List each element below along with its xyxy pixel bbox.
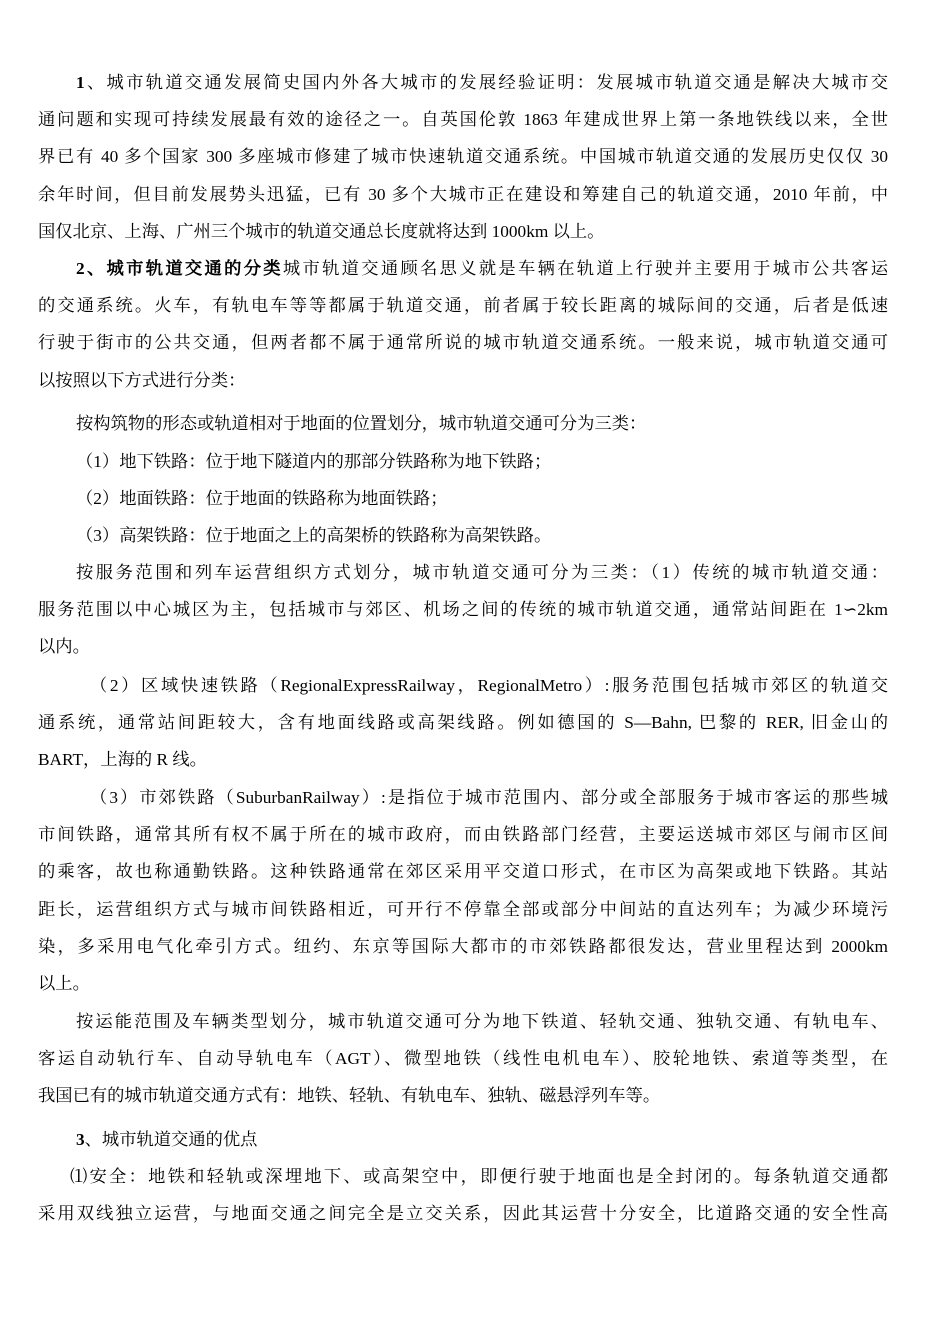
list-item xyxy=(38,443,888,480)
paragraph-regional-express xyxy=(38,667,888,779)
paragraph-line: 以内。 xyxy=(38,637,90,657)
paragraph-line: （2）区域快速铁路（RegionalExpressRailway，RegionalMetro）:服务范围包括城市郊区的轨道交 xyxy=(90,676,888,695)
paragraph-line: 服务范围以中心城区为主，包括城市与郊区、机场之间的传统的城市轨道交通，通常站间距在 1∽2km xyxy=(38,600,888,620)
section-heading: 2、城市轨道交通的分类 xyxy=(76,259,283,278)
paragraph-line: 余年时间，但目前发展势头迅猛，已有 30 多个大城市正在建设和筹建自己的轨道交通，2010 年前，中 xyxy=(38,184,888,204)
paragraph-line: 以按照以下方式进行分类： xyxy=(38,370,246,390)
section-number: 3 xyxy=(76,1130,85,1149)
paragraph-line: （2）地面铁路：位于地面的铁路称为地面铁路； xyxy=(76,489,448,508)
section-number: 1 xyxy=(76,73,85,92)
paragraph-line: 1、城市轨道交通发展简史国内外各大城市的发展经验证明：发展城市轨道交通是解决大城市交 xyxy=(76,73,888,92)
paragraph-line: ⑴安全：地铁和轻轨或深埋地下、或高架空中，即便行驶于地面也是全封闭的。每条轨道交通都 xyxy=(70,1167,888,1186)
paragraph-classification xyxy=(38,250,888,399)
paragraph-line: 的乘客，故也称通勤铁路。这种铁路通常在郊区采用平交道口形式，在市区为高架或地下铁路。其站 xyxy=(38,862,888,882)
paragraph-line: 通问题和实现可持续发展最有效的途径之一。自英国伦敦 1863 年建成世界上第一条地铁线以来，全世 xyxy=(38,110,888,130)
paragraph-line: 2、城市轨道交通的分类城市轨道交通顾名思义就是车辆在轨道上行驶并主要用于城市公共客运 xyxy=(76,259,888,278)
paragraph-line: 市间铁路，通常其所有权不属于所在的城市政府，而由铁路部门经营，主要运送城市郊区与闹市区间 xyxy=(38,825,888,845)
paragraph-line: 国仅北京、上海、广州三个城市的轨道交通总长度就将达到 1000km 以上。 xyxy=(38,221,605,241)
paragraph-line: 3、城市轨道交通的优点 xyxy=(76,1130,258,1149)
paragraph-line: 行驶于街市的公共交通，但两者都不属于通常所说的城市轨道交通系统。一般来说，城市轨道交通可 xyxy=(38,333,888,353)
paragraph-line: 按运能范围及车辆类型划分，城市轨道交通可分为地下铁道、轻轨交通、独轨交通、有轨电车、 xyxy=(76,1012,888,1031)
paragraph-line: 客运自动轨行车、自动导轨电车（AGT）、微型地铁（线性电机电车）、胶轮地铁、索道等类型，在 xyxy=(38,1049,888,1069)
paragraph-line: （1）地下铁路：位于地下隧道内的那部分铁路称为地下铁路； xyxy=(76,452,552,471)
paragraph-line: 通系统，通常站间距较大，含有地面线路或高架线路。例如德国的 S—Bahn, 巴黎的 RER, 旧金山的 xyxy=(38,713,888,733)
paragraph-position-intro xyxy=(38,405,888,442)
paragraph-line: 我国已有的城市轨道交通方式有：地铁、轻轨、有轨电车、独轨、磁悬浮列车等。 xyxy=(38,1086,661,1106)
paragraph-line: 按构筑物的形态或轨道相对于地面的位置划分，城市轨道交通可分为三类： xyxy=(76,414,647,433)
list-item xyxy=(38,480,888,517)
paragraph-line: 距长，运营组织方式与城市间铁路相近，可开行不停靠全部或部分中间站的直达列车；为减少环境污 xyxy=(38,899,888,919)
paragraph-line: （3）市郊铁路（SuburbanRailway）:是指位于城市范围内、部分或全部服务于城市客运的那些城 xyxy=(90,788,888,807)
list-item xyxy=(38,517,888,554)
paragraph-line: 采用双线独立运营，与地面交通之间完全是立交关系，因此其运营十分安全，比道路交通的安全性高 xyxy=(38,1204,888,1224)
paragraph-capacity-types xyxy=(38,1003,888,1115)
paragraph-service-scope xyxy=(38,554,888,666)
paragraph-line: 界已有 40 多个国家 300 多座城市修建了城市快速轨道交通系统。中国城市轨道交通的发展历史仅仅 30 xyxy=(38,147,888,167)
paragraph-line: 按服务范围和列车运营组织方式划分，城市轨道交通可分为三类：（1）传统的城市轨道交通： xyxy=(76,563,888,582)
section-advantages-heading xyxy=(38,1121,888,1158)
paragraph-safety xyxy=(38,1158,888,1232)
paragraph-history xyxy=(38,64,888,250)
paragraph-line: 的交通系统。火车，有轨电车等等都属于轨道交通，前者属于较长距离的城际间的交通，后者是低速 xyxy=(38,296,888,316)
paragraph-suburban-railway xyxy=(38,779,888,1002)
paragraph-line: （3）高架铁路：位于地面之上的高架桥的铁路称为高架铁路。 xyxy=(76,526,552,545)
paragraph-line: BART，上海的 R 线。 xyxy=(38,750,207,770)
paragraph-line: 染，多采用电气化牵引方式。纽约、东京等国际大都市的市郊铁路都很发达，营业里程达到 2000km xyxy=(38,936,888,956)
paragraph-line: 以上。 xyxy=(38,974,90,994)
